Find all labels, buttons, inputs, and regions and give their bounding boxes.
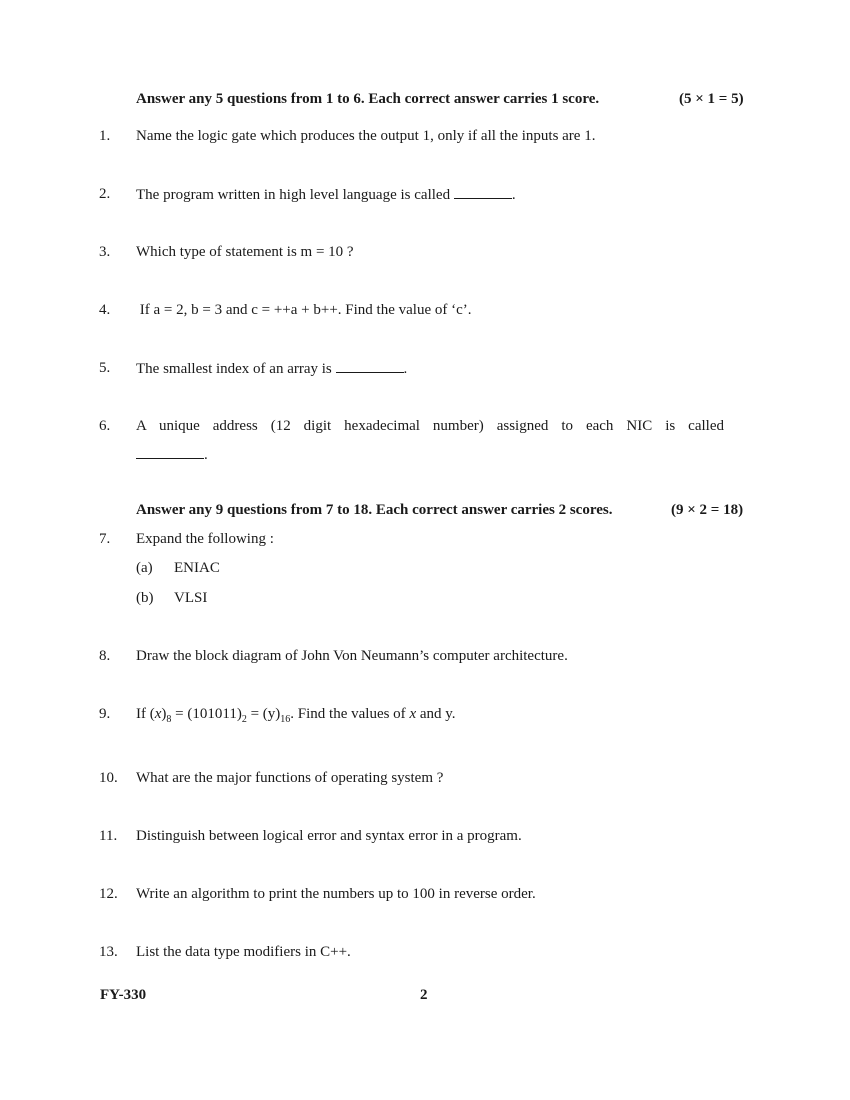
question-text xyxy=(136,706,456,725)
q9-part: . Find the values of xyxy=(290,706,410,722)
section-b-instruction: Answer any 9 questions from 7 to 18. Each correct answer carries 2 scores. xyxy=(136,502,613,518)
question-text: Expand the following : xyxy=(136,531,274,547)
q9-base: 8 xyxy=(166,714,172,725)
question-text-part: The program written in high level language is called xyxy=(136,187,451,203)
question-number: 6. xyxy=(99,418,111,434)
question-text: Distinguish between logical error and syntax error in a program. xyxy=(136,828,522,844)
section-a-marks: (5 × 1 = 5) xyxy=(679,91,744,107)
question-text xyxy=(136,186,516,204)
section-b-marks: (9 × 2 = 18) xyxy=(671,502,744,518)
question-text: List the data type modifiers in C++. xyxy=(136,944,351,960)
question-number: 11. xyxy=(99,828,118,844)
question-text xyxy=(136,360,407,378)
page-number: 2 xyxy=(420,987,428,1003)
question-number: 9. xyxy=(99,706,111,722)
question-number: 7. xyxy=(99,531,111,547)
question-text-tail: . xyxy=(511,187,516,203)
question-number: 2. xyxy=(99,186,111,202)
q9-base: 16 xyxy=(280,714,291,725)
question-number: 12. xyxy=(99,886,118,902)
q9-base: 2 xyxy=(241,714,247,725)
sub-question-label: (b) xyxy=(136,590,154,606)
question-text-line2 xyxy=(136,446,208,464)
question-text: Draw the block diagram of John Von Neumann’s computer architecture. xyxy=(136,648,568,664)
section-a-instruction: Answer any 5 questions from 1 to 6. Each correct answer carries 1 score. xyxy=(136,91,600,107)
question-number: 3. xyxy=(99,244,111,260)
sub-question-label: (a) xyxy=(136,560,153,576)
question-text: Which type of statement is m = 10 ? xyxy=(136,244,354,260)
q9-part: ) xyxy=(161,706,167,722)
question-text: Write an algorithm to print the numbers up to 100 in reverse order. xyxy=(136,886,536,902)
answer-blank xyxy=(336,360,404,373)
question-text: Name the logic gate which produces the output 1, only if all the inputs are 1. xyxy=(136,128,596,144)
sub-question-text: VLSI xyxy=(174,590,208,606)
question-number: 8. xyxy=(99,648,111,664)
q9-var-x: x xyxy=(154,706,162,722)
question-number: 13. xyxy=(99,944,118,960)
question-number: 4. xyxy=(99,302,111,318)
q9-part: If ( xyxy=(136,706,155,722)
q9-part: and y. xyxy=(416,706,456,722)
question-text: What are the major functions of operating system ? xyxy=(136,770,444,786)
sub-question-text: ENIAC xyxy=(174,560,220,576)
paper-code: FY-330 xyxy=(100,987,147,1003)
question-text-tail: . xyxy=(204,447,208,463)
question-text-part: The smallest index of an array is xyxy=(136,361,332,377)
q9-var-x: x xyxy=(409,706,417,722)
question-number: 10. xyxy=(99,770,118,786)
question-number: 5. xyxy=(99,360,111,376)
question-text: A unique address (12 digit hexadecimal number) assigned to each NIC is called xyxy=(136,418,724,434)
q9-part: = (101011) xyxy=(171,706,242,722)
question-number: 1. xyxy=(99,128,111,144)
question-text: If a = 2, b = 3 and c = ++a + b++. Find the value of ‘c’. xyxy=(136,302,472,318)
answer-blank xyxy=(454,186,512,199)
q9-part: = (y) xyxy=(246,706,281,722)
answer-blank xyxy=(136,446,204,459)
question-text-tail: . xyxy=(403,361,408,377)
